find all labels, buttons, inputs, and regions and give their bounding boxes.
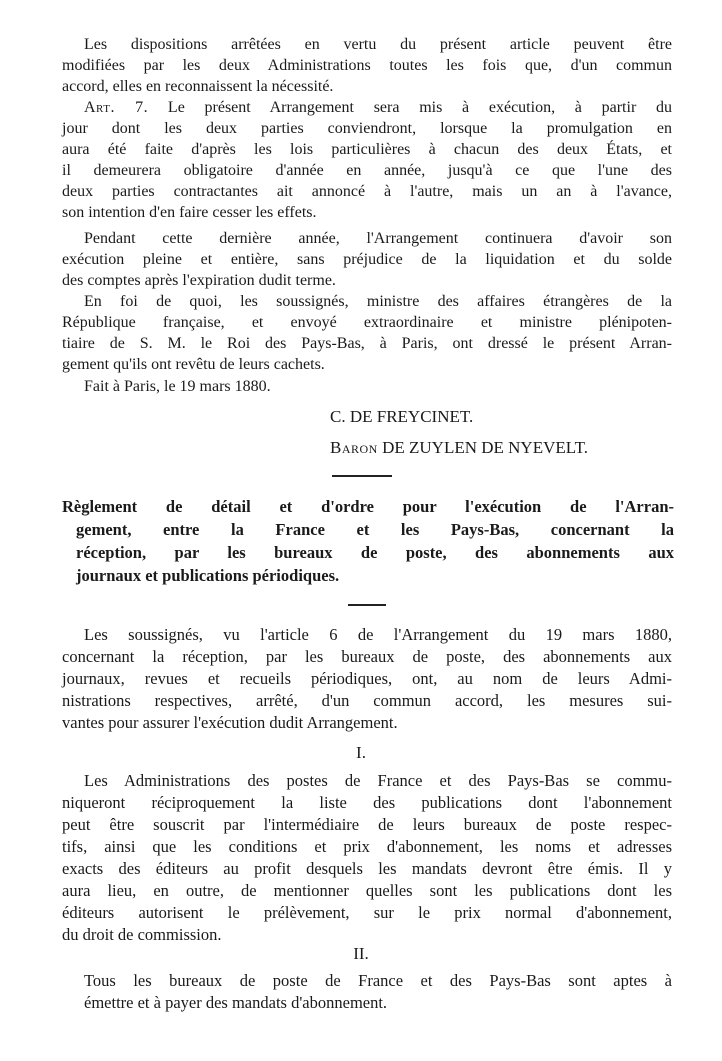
paragraph-section-2 — [62, 970, 672, 1014]
text-line: son intention d'en faire cesser les effets. — [62, 204, 317, 221]
signature-freycinet: C. DE FREYCINET. — [330, 407, 474, 426]
paragraph-section-1 — [62, 770, 672, 946]
article-label: Art. 7. — [84, 99, 149, 116]
text-line: jour dont les deux parties conviendront, lorsque la promulgation en — [62, 120, 672, 137]
paragraph-en-foi-de-quoi — [62, 291, 672, 375]
text-fragment: Le présent Arrangement sera mis à exécution, à partir du — [167, 99, 673, 116]
text-line: tifs, ainsi que les conditions et prix d'abonnement, les noms et adresses — [62, 837, 672, 856]
text-line: vantes pour assurer l'exécution dudit Arrangement. — [62, 713, 398, 732]
signature-zuylen — [330, 438, 588, 458]
text-line: Fait à Paris, le 19 mars 1880. — [84, 378, 271, 395]
title-line: réception, par les bureaux de poste, des abonnements aux — [76, 543, 674, 562]
text-line: deux parties contractantes ait annoncé à l'autre, mais un an à l'avance, — [62, 183, 672, 200]
paragraph-article-7 — [62, 97, 672, 223]
text-line: République française, et envoyé extraordinaire et ministre plénipoten- — [62, 314, 672, 331]
text-line: du droit de commission. — [62, 925, 222, 944]
text-line: éditeurs autorisent le prélèvement, sur le prix normal d'abonnement, — [62, 903, 672, 922]
text-line: exécution pleine et entière, sans préjudice de la liquidation et du solde — [62, 251, 672, 268]
place-date — [62, 376, 672, 397]
paragraph-preamble — [62, 624, 672, 734]
text-line: Tous les bureaux de poste de France et des Pays-Bas sont aptes à — [84, 971, 672, 990]
text-line: Les Administrations des postes de France et des Pays-Bas se commu- — [84, 771, 672, 790]
section-heading-1: I. — [356, 743, 366, 762]
text-line: En foi de quoi, les soussignés, ministre des affaires étrangères de la — [84, 293, 672, 310]
text-line: nistrations respectives, arrêté, d'un commun accord, les mesures sui- — [62, 691, 672, 710]
text-line: il demeurera obligatoire d'année en année, jusqu'à ce que l'une des — [62, 162, 672, 179]
text-line: Pendant cette dernière année, l'Arrangement continuera d'avoir son — [84, 230, 672, 247]
section-heading-2: II. — [353, 944, 369, 963]
text-line: Les dispositions arrêtées en vertu du présent article peuvent être — [84, 36, 672, 53]
text-line: des comptes après l'expiration dudit terme. — [62, 272, 336, 289]
text-line: émettre et à payer des mandats d'abonnement. — [84, 993, 388, 1012]
text-line: modifiées par les deux Administrations toutes les fois que, d'un commun — [62, 57, 672, 74]
text-line: journaux, revues et recueils périodiques, ont, au nom de leurs Admi- — [62, 669, 672, 688]
text-line — [62, 97, 672, 118]
title-line: journaux et publications périodiques. — [76, 566, 340, 585]
text-line: tiaire de S. M. le Roi des Pays-Bas, à Paris, ont dressé le présent Arran- — [62, 335, 672, 352]
text-line: concernant la réception, par les bureaux de poste, des abonnements aux — [62, 647, 672, 666]
text-line: Les soussignés, vu l'article 6 de l'Arrangement du 19 mars 1880, — [84, 625, 672, 644]
signature-name: DE ZUYLEN DE NYEVELT. — [382, 438, 588, 457]
reglement-title — [62, 495, 674, 587]
divider — [332, 475, 392, 477]
text-line: aura lieu, en outre, de mentionner quelles sont les publications dont les — [62, 881, 672, 900]
text-line: aura été faite d'après les lois particulières à chacun des deux États, et — [62, 141, 672, 158]
text-line: niqueront réciproquement la liste des publications dont l'abonnement — [62, 793, 672, 812]
text-line: accord, elles en reconnaissent la nécessité. — [62, 78, 334, 95]
signature-title: Baron — [330, 438, 378, 457]
paragraph-derniere-annee — [62, 228, 672, 291]
paragraph-dispositions — [62, 34, 672, 97]
text-line: exacts des éditeurs au profit desquels les mandats devront être émis. Il y — [62, 859, 672, 878]
divider — [348, 604, 386, 606]
text-line: peut être souscrit par l'intermédiaire de leurs bureaux de poste respec- — [62, 815, 672, 834]
text-line: gement qu'ils ont revêtu de leurs cachets. — [62, 356, 325, 373]
title-line: gement, entre la France et les Pays-Bas, concernant la — [76, 520, 674, 539]
title-line: Règlement de détail et d'ordre pour l'exécution de l'Arran- — [62, 497, 674, 516]
